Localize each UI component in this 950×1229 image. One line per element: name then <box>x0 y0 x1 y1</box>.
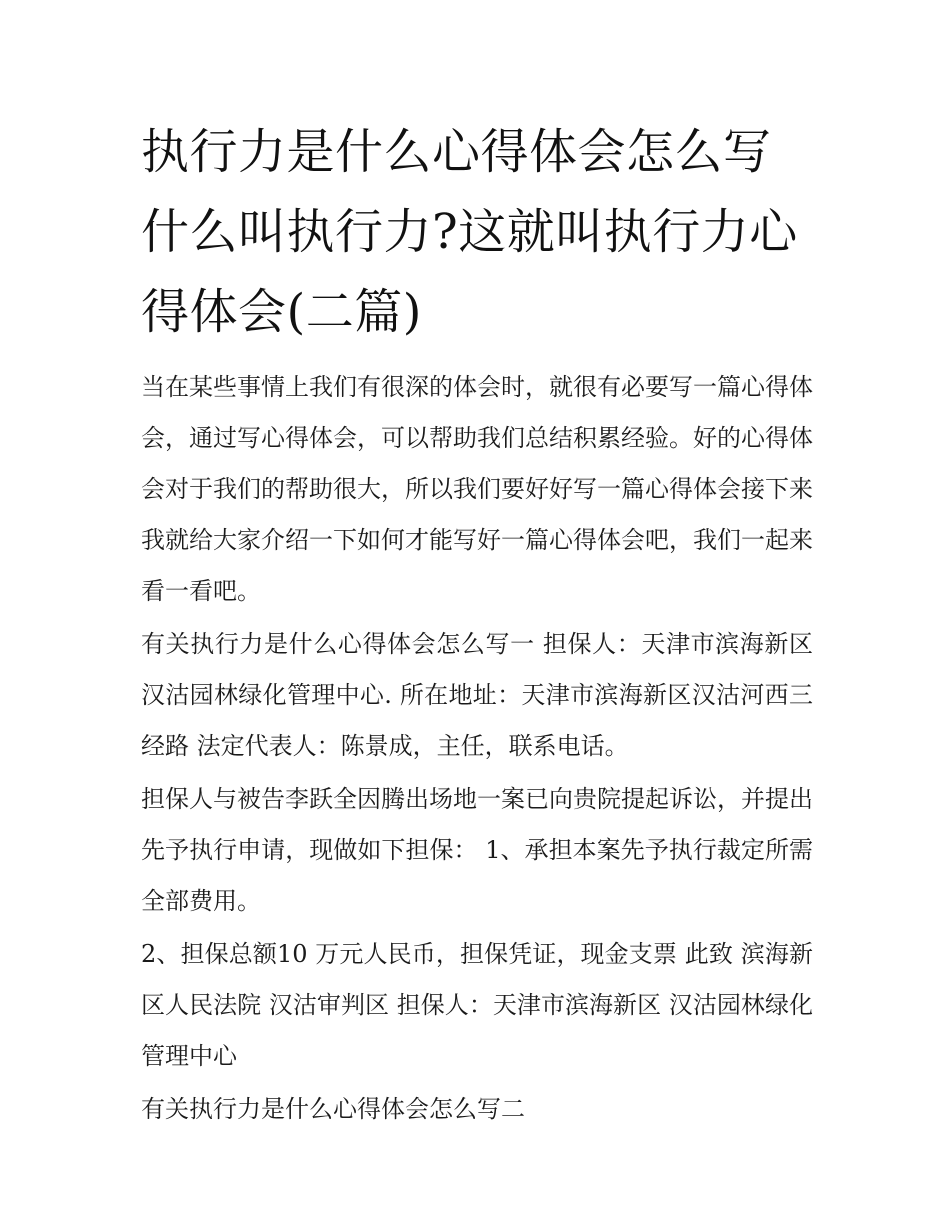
document-page <box>141 112 813 1137</box>
document-body <box>141 362 813 1135</box>
paragraph-guarantor-info: 有关执行力是什么心得体会怎么写一 担保人：天津市滨海新区汉沽园林绿化管理中心. 所在地址：天津市滨海新区汉沽河西三经路 法定代表人：陈景成，主任，联系电话。 <box>141 630 813 760</box>
paragraph-guarantee-amount: 2、担保总额10 万元人民币，担保凭证，现金支票 此致 滨海新区人民法院 汉沽审判区 担保人：天津市滨海新区 汉沽园林绿化管理中心 <box>141 940 813 1070</box>
paragraph-guarantee-statement: 担保人与被告李跃全因腾出场地一案已向贵院提起诉讼，并提出先予执行申请，现做如下担保： 1、承担本案先予执行裁定所需全部费用。 <box>141 785 813 915</box>
paragraph-intro: 当在某些事情上我们有很深的体会时，就很有必要写一篇心得体会，通过写心得体会，可以帮助我们总结积累经验。好的心得体会对于我们的帮助很大，所以我们要好好写一篇心得体会接下来我就给大家介绍一下如何才能写好一篇心得体会吧，我们一起来看一看吧。 <box>141 373 813 605</box>
paragraph-section-two-heading: 有关执行力是什么心得体会怎么写二 <box>141 1095 525 1123</box>
document-title: 执行力是什么心得体会怎么写什么叫执行力?这就叫执行力心得体会(二篇) <box>141 124 798 340</box>
